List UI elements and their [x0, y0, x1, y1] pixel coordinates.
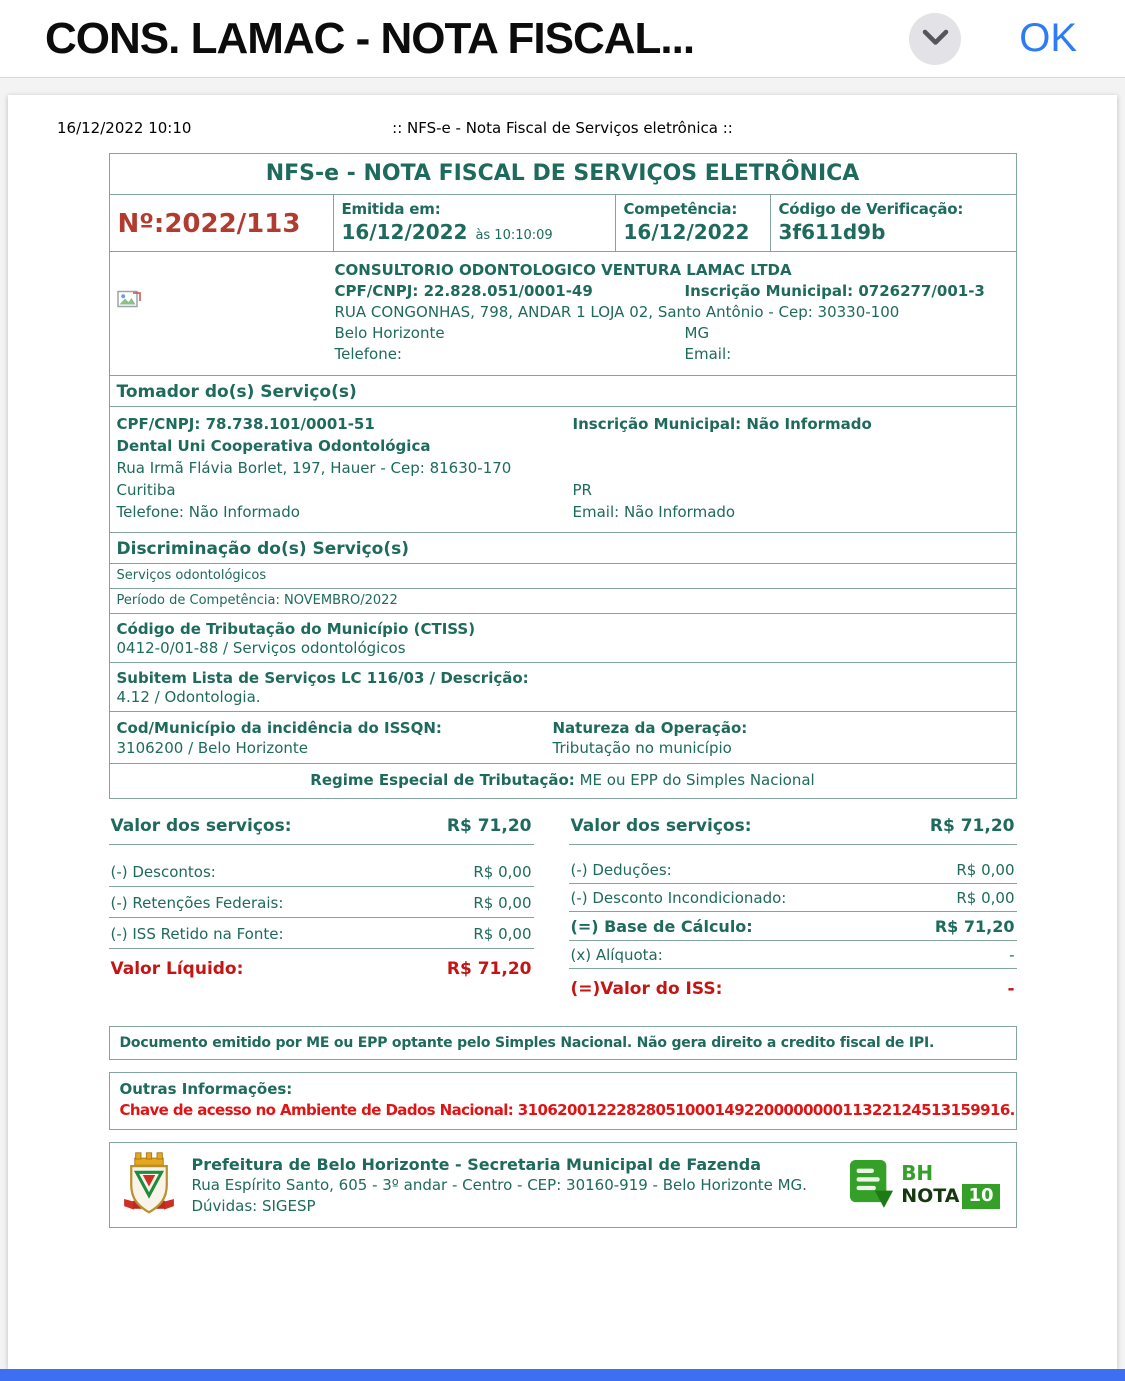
discriminacao-section: [110, 533, 1016, 614]
total-label: Valor dos serviços:: [570, 816, 752, 836]
verificacao-value: 3f611d9b: [778, 220, 886, 244]
prefeitura-line: Prefeitura de Belo Horizonte - Secretaria Municipal de Fazenda: [191, 1154, 761, 1174]
total-row-valor-liquido: [109, 949, 534, 984]
topbar: [0, 0, 1125, 78]
total-label: (=) Base de Cálculo:: [570, 917, 753, 936]
total-label: Valor Líquido:: [110, 959, 244, 979]
logo-10-text: 10: [962, 1184, 999, 1209]
invoice-number: Nº:2022/113: [117, 209, 301, 239]
footer-text: [192, 1154, 833, 1217]
invoice-main-box: [109, 153, 1017, 799]
prestador-endereco: RUA CONGONHAS, 798, ANDAR 1 LOJA 02, Santo Antônio - Cep: 30330-100: [334, 303, 900, 321]
total-value: R$ 0,00: [473, 894, 532, 912]
invoice-header-row: [110, 194, 1016, 252]
periodo-competencia: Período de Competência: NOVEMBRO/2022: [110, 589, 1016, 614]
total-label: (-) Descontos:: [110, 863, 216, 881]
broken-image-icon: [117, 295, 141, 314]
invoice: [109, 153, 1017, 1228]
invoice-title: NFS-e - NOTA FISCAL DE SERVIÇOS ELETRÔNICA: [265, 161, 860, 186]
prestador-nome: CONSULTORIO ODONTOLOGICO VENTURA LAMAC LTDA: [334, 261, 792, 279]
emitida-cell: [333, 195, 615, 251]
tomador-endereco: Rua Irmã Flávia Borlet, 197, Hauer - Cep: 81630-170: [116, 459, 512, 477]
totals-left: [109, 811, 534, 1004]
tomador-email: Email: Não Informado: [572, 503, 736, 521]
natureza-col: [553, 719, 1009, 757]
tomador-heading: Tomador do(s) Serviço(s): [110, 376, 1016, 407]
total-row: [109, 856, 534, 887]
totals-right: [569, 811, 1017, 1004]
total-label: (-) Retenções Federais:: [110, 894, 284, 912]
prestador-email: Email:: [684, 345, 732, 363]
natureza-value: Tributação no município: [552, 739, 732, 757]
tomador-telefone: Telefone: Não Informado: [116, 503, 300, 521]
competencia-cell: [615, 195, 770, 251]
tomador-section: [110, 376, 1016, 533]
total-value: R$ 71,20: [446, 816, 532, 836]
tomador-body: [110, 407, 1016, 532]
total-label: (-) Deduções:: [570, 861, 672, 879]
total-value: R$ 0,00: [956, 861, 1015, 879]
total-label: (-) ISS Retido na Fonte:: [110, 925, 284, 943]
total-row: [109, 811, 534, 845]
verificacao-label: Código de Verificação:: [778, 200, 964, 218]
total-row: [569, 941, 1017, 969]
total-row: [569, 884, 1017, 912]
discriminacao-heading: Discriminação do(s) Serviço(s): [110, 533, 1016, 564]
verificacao-cell: [770, 195, 1016, 251]
issqn-heading: Cod/Município da incidência do ISSQN:: [116, 719, 442, 737]
total-row: [109, 918, 534, 949]
simples-note: Documento emitido por ME ou EPP optante pelo Simples Nacional. Não gera direito a credito fiscal de IPI.: [109, 1026, 1017, 1060]
prestador-inscricao-municipal: Inscrição Municipal: 0726277/001-3: [684, 282, 985, 300]
document-preview-area[interactable]: [0, 78, 1125, 1369]
subitem-heading: Subitem Lista de Serviços LC 116/03 / Descrição:: [116, 669, 529, 687]
total-value: R$ 0,00: [956, 889, 1015, 907]
subitem-value: 4.12 / Odontologia.: [116, 688, 261, 706]
regime-value: ME ou EPP do Simples Nacional: [579, 771, 815, 789]
prestador-info: [335, 260, 1016, 365]
footer-box: [109, 1142, 1017, 1228]
bh-nota-10-logo: [848, 1158, 1003, 1212]
total-value: R$ 0,00: [473, 925, 532, 943]
total-label: (=)Valor do ISS:: [570, 979, 723, 999]
emitida-date: 16/12/2022: [341, 220, 468, 244]
bh-nota-10-icon: [848, 1158, 894, 1212]
total-row: [569, 811, 1017, 845]
ctiss-value: 0412-0/01-88 / Serviços odontológicos: [116, 639, 406, 657]
tomador-inscricao-municipal: Inscrição Municipal: Não Informado: [572, 415, 872, 433]
total-row-valor-iss: [569, 969, 1017, 1004]
emitida-label: Emitida em:: [341, 200, 441, 218]
total-row: [109, 887, 534, 918]
logo-nota-text: NOTA: [901, 1185, 960, 1207]
emitida-time: às 10:10:09: [475, 228, 553, 243]
tomador-nome: Dental Uni Cooperativa Odontológica: [116, 437, 431, 455]
invoice-page: [8, 95, 1117, 1369]
tomador-uf: PR: [572, 481, 592, 499]
total-row-base-calculo: [569, 912, 1017, 941]
chave-acesso: Chave de acesso no Ambiente de Dados Nacional: 31062001222828051000149220000000011322124513159916.: [119, 1101, 1015, 1119]
issqn-col: [117, 719, 553, 757]
total-value: -: [1009, 946, 1015, 964]
print-title: :: NFS-e - Nota Fiscal de Serviços eletrônica ::: [392, 119, 733, 137]
prestador-logo-slot: [110, 260, 335, 365]
logo-bh-text: BH: [901, 1160, 934, 1185]
total-value: R$ 0,00: [473, 863, 532, 881]
print-datetime: 16/12/2022 10:10: [57, 119, 192, 137]
issqn-value: 3106200 / Belo Horizonte: [116, 739, 308, 757]
regime-label: Regime Especial de Tributação:: [310, 771, 575, 789]
ctiss-heading: Código de Tributação do Município (CTISS): [116, 620, 476, 638]
total-value: -: [1007, 979, 1015, 999]
chevron-down-icon: [922, 29, 949, 49]
total-label: (x) Alíquota:: [570, 946, 663, 964]
regime-row: [110, 764, 1016, 798]
prestador-section: [110, 252, 1016, 376]
competencia-value: 16/12/2022: [623, 220, 750, 244]
collapse-button[interactable]: [909, 13, 961, 65]
subitem-section: [110, 663, 1016, 712]
servico-descricao: Serviços odontológicos: [110, 564, 1016, 589]
bh-nota-10-wordmark: [901, 1162, 999, 1209]
outras-informacoes-box: [109, 1072, 1017, 1130]
total-label: Valor dos serviços:: [110, 816, 292, 836]
natureza-heading: Natureza da Operação:: [552, 719, 748, 737]
tomador-cidade: Curitiba: [116, 481, 176, 499]
ok-button[interactable]: OK: [1019, 16, 1077, 60]
competencia-label: Competência:: [623, 200, 738, 218]
prefeitura-endereco: Rua Espírito Santo, 605 - 3º andar - Centro - CEP: 30160-919 - Belo Horizonte MG.: [191, 1175, 807, 1194]
tomador-cpf-cnpj: CPF/CNPJ: 78.738.101/0001-51: [116, 415, 375, 433]
prestador-cidade: Belo Horizonte: [334, 324, 445, 342]
issqn-natureza-row: [110, 712, 1016, 764]
outras-heading: Outras Informações:: [119, 1080, 293, 1098]
total-value: R$ 71,20: [934, 917, 1015, 936]
ctiss-section: [110, 614, 1016, 663]
total-value: R$ 71,20: [446, 959, 532, 979]
prefeitura-duvidas: Dúvidas: SIGESP: [191, 1196, 316, 1215]
prestador-cpf-cnpj: CPF/CNPJ: 22.828.051/0001-49: [334, 282, 593, 300]
prestador-uf: MG: [684, 324, 710, 342]
total-row: [569, 856, 1017, 884]
print-header: [8, 119, 1117, 139]
total-label: (-) Desconto Incondicionado:: [570, 889, 787, 907]
prestador-telefone: Telefone:: [334, 345, 402, 363]
bottom-accent-bar: [0, 1369, 1125, 1381]
bh-coat-of-arms: [122, 1151, 176, 1219]
totals-section: [109, 811, 1017, 1004]
file-title: CONS. LAMAC - NOTA FISCAL...: [45, 13, 695, 63]
total-value: R$ 71,20: [929, 816, 1015, 836]
